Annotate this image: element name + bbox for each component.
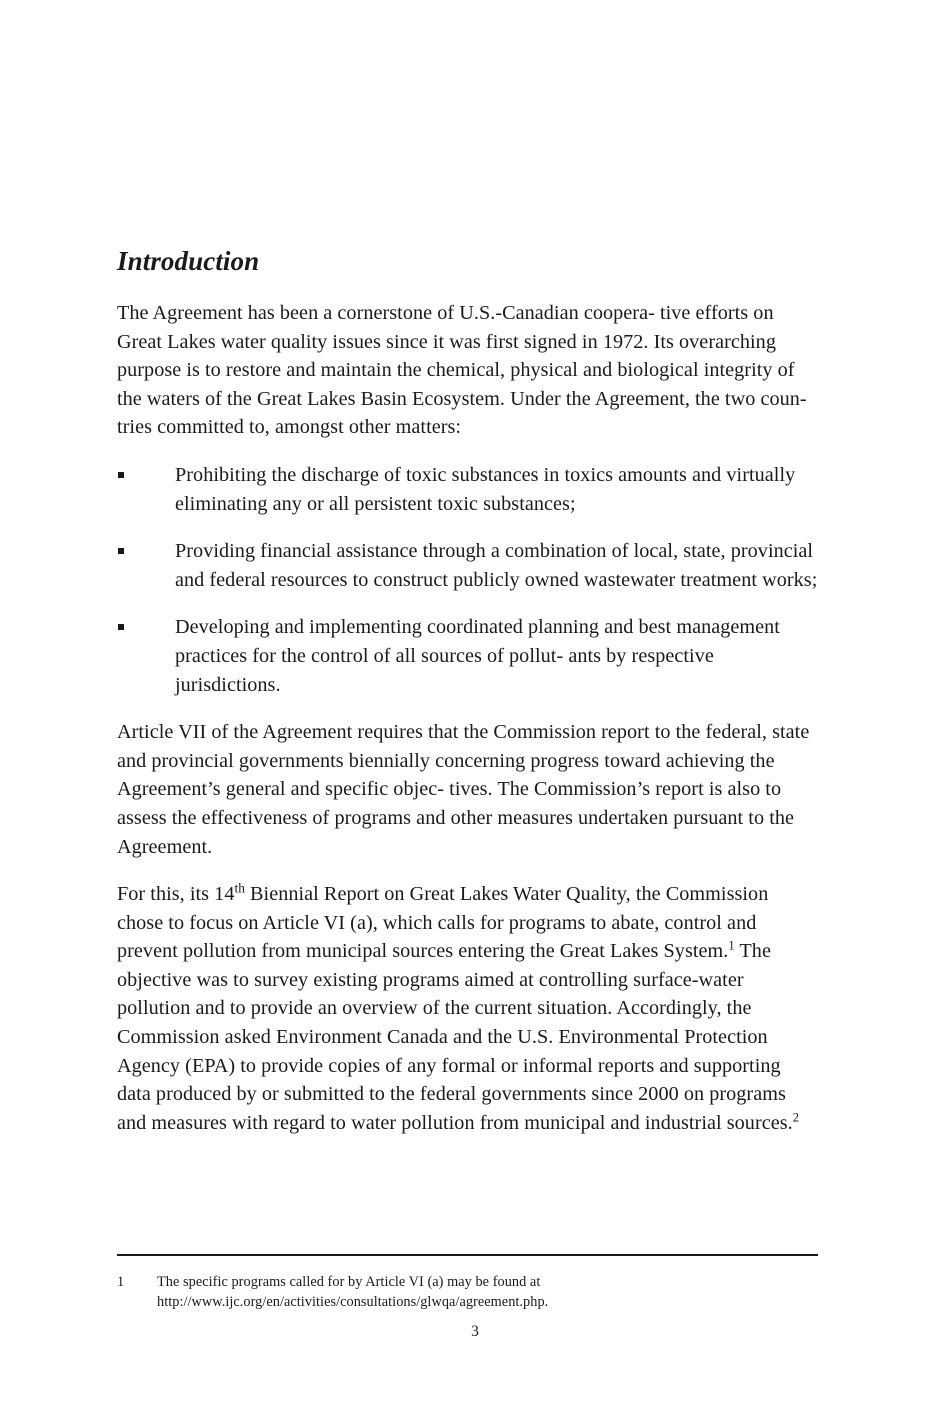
list-item bbox=[117, 461, 818, 518]
footnote-text: The specific programs called for by Article VI (a) may be found at bbox=[157, 1273, 541, 1290]
text-line: state, provincial and federal resources to construct publicly bbox=[175, 540, 814, 591]
text-line: management practices for the control of all sources of pollut- bbox=[175, 616, 780, 667]
text-line: Article VII of the Agreement requires that the Commission report to bbox=[117, 721, 671, 744]
footnote-separator-rule bbox=[117, 1254, 818, 1256]
footnote-reference-2[interactable]: 2 bbox=[792, 1110, 800, 1125]
text-line: progress toward achieving the Agreement’s general and specific objec- bbox=[117, 749, 775, 801]
text-line: tive efforts on Great Lakes water quality issues since it was first bbox=[117, 302, 774, 353]
text-line: For this, its 14 bbox=[117, 883, 235, 906]
ordinal-suffix: th bbox=[234, 880, 245, 896]
text-line: to provide an overview of the current situation. Accordingly, the bbox=[229, 997, 752, 1020]
text-line: Developing and implementing coordinated planning and best bbox=[175, 616, 672, 639]
text-line: Providing financial assistance through a combination of local, bbox=[175, 540, 679, 563]
paragraph-intro bbox=[117, 299, 818, 442]
list-item bbox=[117, 613, 818, 699]
text-line: Prohibiting the discharge of toxic substances in toxics amounts bbox=[175, 463, 687, 486]
square-bullet-icon bbox=[118, 472, 124, 478]
text-line: reports and supporting data produced by or submitted to the federal bbox=[117, 1054, 781, 1106]
text-line: governments since 2000 on programs and measures with regard to bbox=[117, 1083, 786, 1134]
text-line: owned wastewater treatment works; bbox=[524, 568, 818, 591]
text-line: ants by respective jurisdictions. bbox=[175, 644, 714, 696]
square-bullet-icon bbox=[118, 624, 124, 630]
text-line: tives. The Commission’s report is also to assess the effectiveness of bbox=[117, 778, 782, 829]
footnote-entry bbox=[117, 1272, 818, 1313]
text-line: the chemical, physical and biological integrity of the waters of the bbox=[117, 359, 795, 410]
text-line: programs and other measures undertaken pursuant to the Agreement. bbox=[117, 806, 795, 858]
text-line: Protection Agency (EPA) to provide copies of any formal or informal bbox=[117, 1026, 768, 1077]
text-line: and virtually eliminating any or all persistent toxic substances; bbox=[175, 463, 796, 515]
page-number: 3 bbox=[471, 1323, 479, 1340]
paragraph-article-vii bbox=[117, 718, 818, 861]
footnote-section bbox=[117, 1254, 818, 1313]
text-line: existing programs aimed at controlling surface-water pollution and bbox=[117, 968, 744, 1020]
page-content bbox=[117, 245, 818, 1137]
text-line: signed in 1972. Its overarching purpose is to restore and maintain bbox=[117, 330, 776, 382]
footnote-number: 1 bbox=[117, 1273, 125, 1290]
text-line: tries committed to, amongst other matters: bbox=[117, 416, 462, 439]
text-line: The objective was to survey bbox=[117, 940, 771, 991]
text-line: water pollution from municipal and industrial sources. bbox=[351, 1111, 793, 1134]
text-line: the federal, state and provincial governments biennially concerning bbox=[117, 721, 810, 772]
paragraph-biennial-report bbox=[117, 880, 818, 1137]
square-bullet-icon bbox=[118, 548, 124, 554]
footnote-url[interactable]: http://www.ijc.org/en/activities/consultations/glwqa/agreement.php. bbox=[157, 1294, 549, 1311]
text-line: entering the Great Lakes System. bbox=[458, 940, 729, 963]
text-line: Great Lakes Basin Ecosystem. Under the Agreement, the two coun- bbox=[256, 387, 807, 410]
text-line: to abate, control and prevent pollution from municipal sources bbox=[117, 911, 757, 963]
text-line: Commission asked Environment Canada and the U.S. Environmental bbox=[117, 1026, 680, 1049]
footnote-reference-1[interactable]: 1 bbox=[728, 938, 735, 953]
text-line: The Agreement has been a cornerstone of U.S.-Canadian coopera- bbox=[117, 302, 655, 324]
text-line: Biennial Report on Great Lakes Water Quality, the bbox=[244, 883, 661, 906]
page-title: Introduction bbox=[117, 246, 260, 276]
text-line: Commission chose to focus on Article VI (a), which calls for programs bbox=[117, 883, 769, 934]
list-item bbox=[117, 537, 818, 594]
commitments-list bbox=[117, 461, 818, 699]
